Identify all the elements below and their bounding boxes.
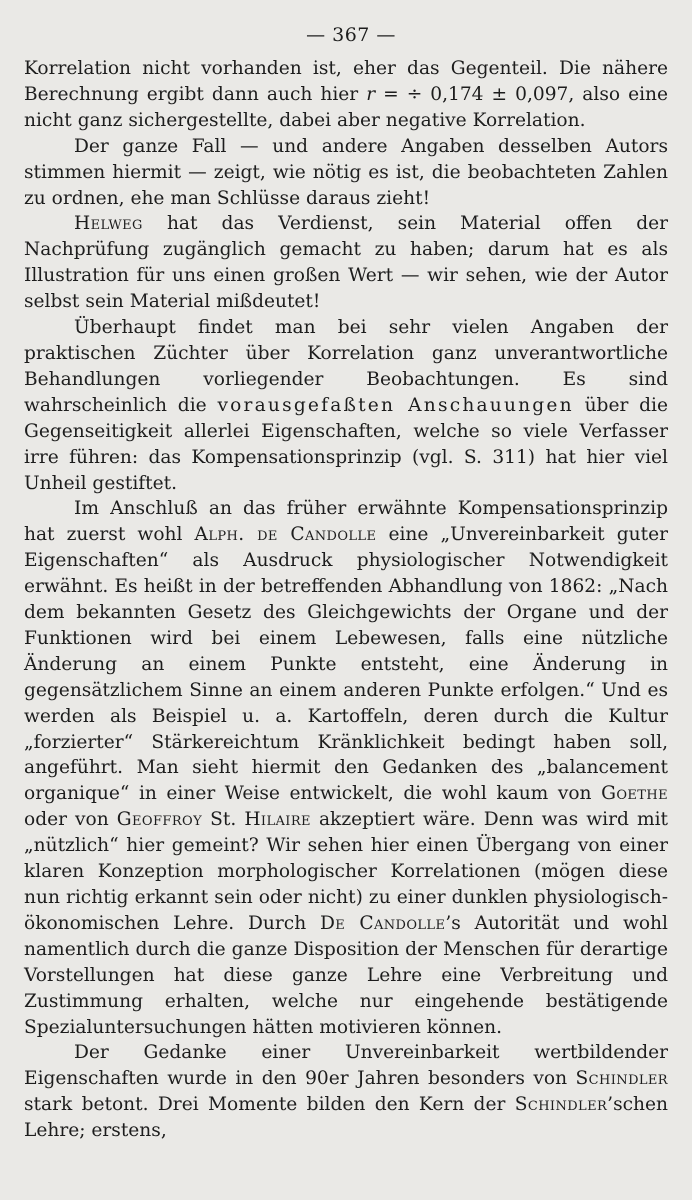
text-segment: eine „Unvereinbarkeit guter Eigenschaften“ als Ausdruck physiologischer Notwendigkeit erwähnt. Es heißt in der betreffenden Abhandlung von 1862: „Nach dem bekannten Gesetz des Gleichgewichts der Organe und der Funktionen wird bei einem Lebewesen, falls eine nützliche Änderung an einem Punkte entsteht, eine Änderung in gegensätzlichem Sinne an einem anderen Punkte erfolgen.“ Und es werden als Beispiel u. a. Kartoffeln, deren durch die Kultur „forzierter“ Stärkereichtum Kränklichkeit bedingt haben soll, angeführt. Man sieht hiermit den Gedanken des „balancement organique“ in einer Weise entwickelt, die wohl kaum von: [24, 524, 668, 805]
text-segment: stark betont. Drei Momente bilden den Kern der: [24, 1094, 515, 1116]
text-segment: Überhaupt findet man bei sehr vielen Angaben der praktischen Züchter über Korrelation ganz unverantwortliche Behandlungen vorliegender Beobachtungen. Es sind wahrscheinlich die: [24, 317, 668, 416]
body-text: [24, 56, 668, 1144]
text-sc-segment: Alph. de Candolle: [194, 524, 377, 546]
text-segment: über die Gegenseitigkeit allerlei Eigenschaften, welche so viele Verfasser irre führen: das Kompensationsprinzip (vgl. S. 311) hat hier viel Unheil gestiftet.: [24, 394, 668, 494]
text-segment: akzeptiert wäre. Denn was wird mit „nützlich“ hier gemeint? Wir sehen hier einen Übergang von einer klaren Konzeption morphologischer Korrelationen (mögen diese nun richtig erkannt sein oder nicht) zu einer dunklen physiologisch-ökonomischen Lehre. Durch: [24, 809, 668, 934]
paragraph-p3: [24, 211, 668, 315]
text-sc-segment: De Candolle: [319, 912, 446, 934]
paragraph-p5: [24, 496, 668, 1040]
text-segment: Der Gedanke einer Unvereinbarkeit wertbildender Eigenschaften wurde in den 90er Jahren besonders von: [24, 1042, 668, 1090]
text-segment: St.: [202, 809, 245, 831]
paragraph-p4: [24, 315, 668, 496]
paragraph-p6: [24, 1040, 668, 1144]
text-segment: Im Anschluß an das früher erwähnte Kompensationsprinzip hat zuerst wohl: [24, 498, 668, 546]
paragraph-p1: [24, 56, 668, 134]
text-sc-segment: Goethe: [601, 783, 668, 805]
paragraph-p2: [24, 134, 668, 212]
text-segment: ’schen Lehre; erstens,: [24, 1094, 668, 1142]
page-number: — 367 —: [306, 24, 396, 46]
text-sc-segment: Schindler: [514, 1094, 608, 1116]
text-segment: = ÷ 0,174 ± 0,097, also eine nicht ganz sichergestellte, dabei aber negative Korrelation.: [24, 83, 668, 131]
text-segment: Der ganze Fall — und andere Angaben desselben Autors stimmen hiermit — zeigt, wie nötig es ist, die beobachteten Zahlen zu ordnen, ehe man Schlüsse daraus zieht!: [24, 135, 668, 209]
text-segment: ’s Autorität und wohl namentlich durch die ganze Disposition der Menschen für derartige Vorstellungen hat diese ganze Lehre eine Verbreitung und Zustimmung erhalten, welche nur eingehende bestätigende Spezialuntersuchungen hätten motivieren können.: [24, 912, 668, 1038]
text-sc-segment: Schindler: [575, 1068, 668, 1090]
text-segment: hat das Verdienst, sein Material offen der Nachprüfung zugänglich gemacht zu haben; darum hat es als Illustration für uns einen großen Wert — wir sehen, wie der Autor selbst sein Material mißdeutet!: [24, 213, 668, 313]
text-spaced-segment: vorausgefaßten Anschauungen: [217, 394, 574, 416]
text-sc-segment: Helweg: [74, 213, 143, 235]
text-segment: oder von: [24, 809, 117, 831]
text-ital-segment: r: [366, 83, 376, 105]
text-sc-segment: Hilaire: [244, 809, 311, 831]
text-segment: Korrelation nicht vorhanden ist, eher das Gegenteil. Die nähere Berechnung ergibt dann auch hier: [24, 58, 668, 105]
text-sc-segment: Geoffroy: [116, 809, 203, 831]
